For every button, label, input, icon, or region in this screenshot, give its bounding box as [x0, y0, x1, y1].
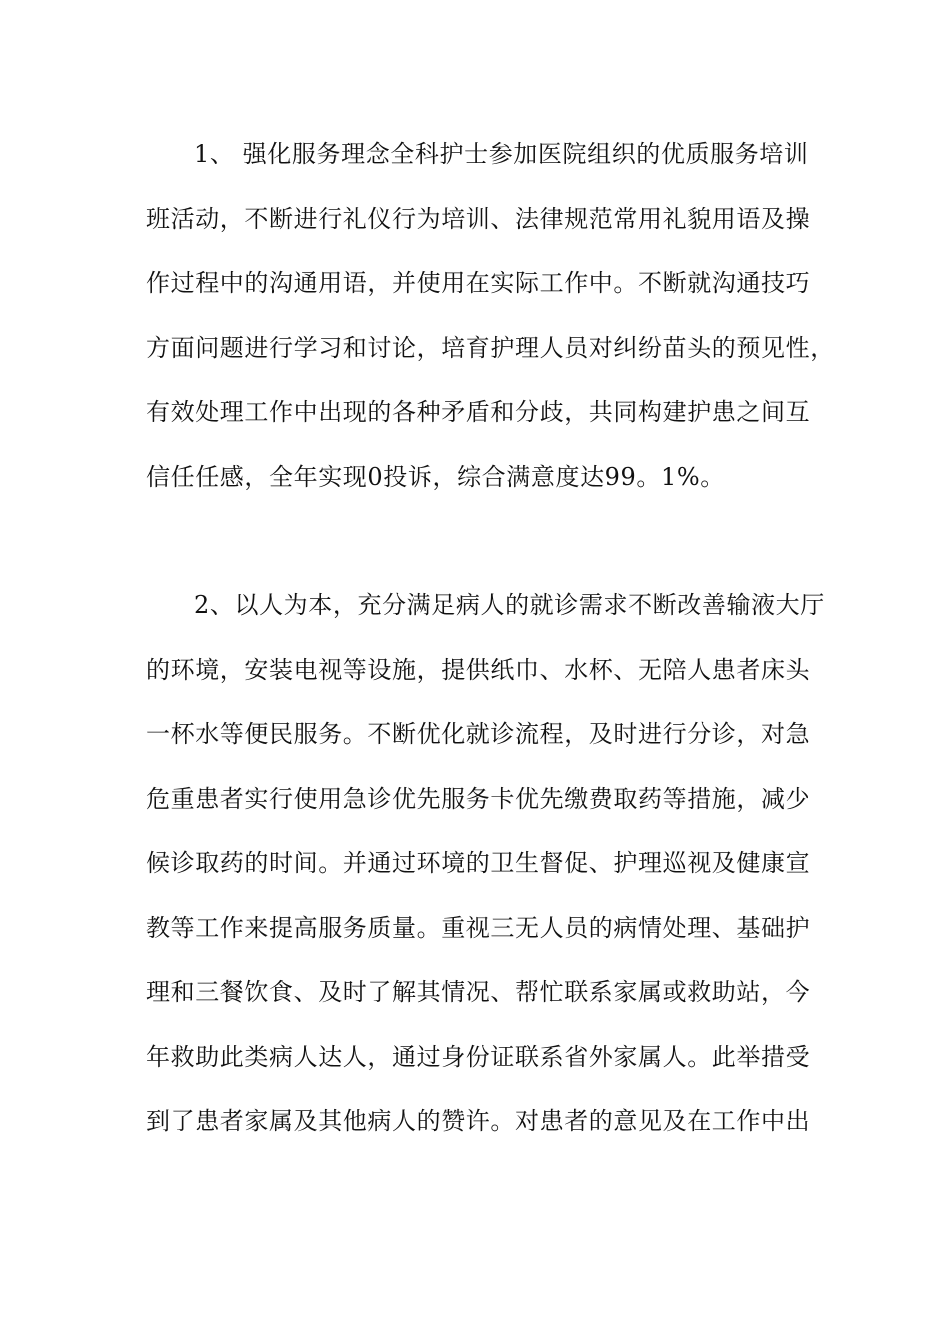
text-line: 2、以人为本，充分满足病人的就诊需求不断改善输液大厅 — [194, 591, 825, 619]
text-line: 的环境，安装电视等设施，提供纸巾、水杯、无陪人患者床头 — [146, 655, 811, 684]
paragraph-service-concept — [146, 122, 835, 509]
text-line: 方面问题进行学习和讨论，培育护理人员对纠纷苗头的预见性， — [146, 333, 835, 362]
text-line: 信任任感，全年实现0投诉，综合满意度达99。1%。 — [146, 462, 725, 491]
text-line: 教等工作来提高服务质量。重视三无人员的病情处理、基础护 — [146, 913, 811, 942]
text-line: 有效处理工作中出现的各种矛盾和分歧，共同构建护患之间互 — [146, 398, 811, 426]
text-line: 年救助此类病人达人，通过身份证联系省外家属人。此举措受 — [146, 1042, 811, 1071]
text-line: 班活动，不断进行礼仪行为培训、法律规范常用礼貌用语及操 — [146, 204, 811, 233]
text-line: 1、 强化服务理念全科护士参加医院组织的优质服务培训 — [194, 140, 809, 168]
text-line: 一杯水等便民服务。不断优化就诊流程，及时进行分诊，对急 — [146, 720, 811, 748]
text-line: 到了患者家属及其他病人的赞许。对患者的意见及在工作中出 — [146, 1107, 811, 1135]
text-line: 危重患者实行使用急诊优先服务卡优先缴费取药等措施，减少 — [146, 784, 811, 813]
text-line: 候诊取药的时间。并通过环境的卫生督促、护理巡视及健康宣 — [146, 849, 811, 877]
paragraph-people-oriented — [146, 573, 825, 1154]
text-line: 作过程中的沟通用语，并使用在实际工作中。不断就沟通技巧 — [146, 269, 811, 297]
text-line: 理和三餐饮食、及时了解其情况、帮忙联系家属或救助站，今 — [146, 978, 811, 1006]
